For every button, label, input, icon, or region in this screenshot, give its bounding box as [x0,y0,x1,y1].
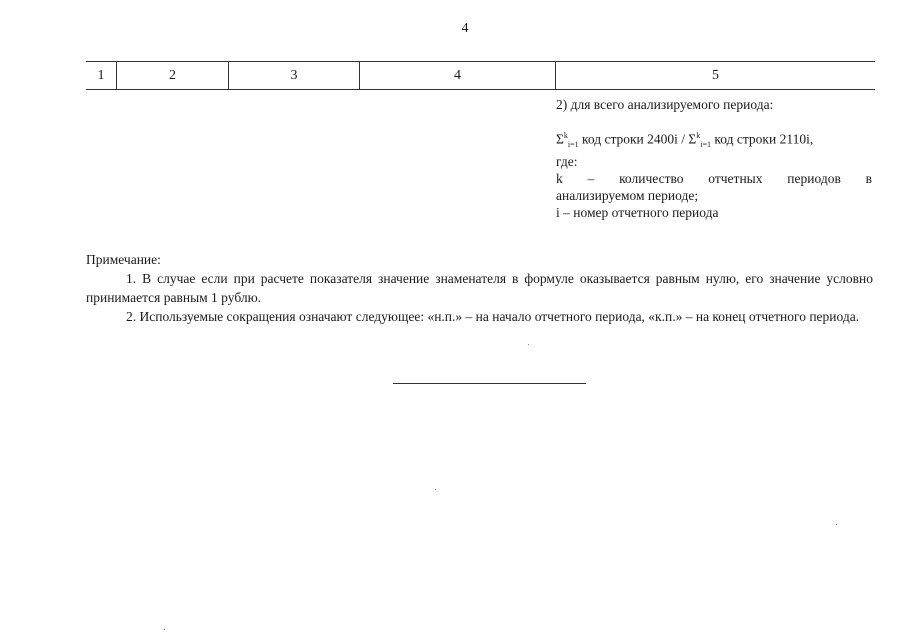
note-item-2: 2. Используемые сокращения означают следующее: «н.п.» – на начало отчетного периода, «к.п.» – на конец отчетного периода. [126,309,860,324]
scan-speck [164,629,165,630]
scan-speck [435,489,436,490]
column-number-4: 4 [360,62,556,90]
column-number-1: 1 [86,62,117,90]
sigma-symbol-2: Σ [688,131,697,147]
column-5-content [556,96,872,221]
scan-speck [836,524,837,525]
period-heading: 2) для всего анализируемого периода: [556,97,774,112]
column-number-5: 5 [556,62,876,90]
k-word: k [556,171,563,187]
periods-word: периодов [787,171,841,187]
formula [556,127,872,153]
note-item-1: 1. В случае если при расчете показателя значение знаменателя в формуле оказывается равным нулю, его значение условно принимается равным 1 рублю. [86,271,873,305]
sum-lower-limit-2: i=1 [700,140,712,150]
scan-speck [528,344,529,345]
column-number-3: 3 [229,62,360,90]
formula-numerator: код строки 2400i / [578,131,689,147]
sum-lower-limit: i=1 [567,140,579,150]
page-number: 4 [461,21,469,36]
k-definition-line [556,170,872,187]
sum-upper-limit-2: k [696,131,701,140]
where-label: где: [556,154,578,170]
in-word: в [865,171,872,187]
k-definition-continued: анализируемом периоде; [556,188,699,204]
end-of-document-line [393,383,586,384]
sigma-symbol: Σ [556,131,564,147]
note-section [86,250,873,326]
quantity-word: количество [619,171,684,187]
formula-denominator: код строки 2110i, [711,131,814,147]
sum-upper-limit: k [563,131,568,140]
i-definition: i – номер отчетного периода [556,205,719,221]
reporting-word: отчетных [708,171,763,187]
table-header-row [86,61,875,90]
dash-word: – [587,171,595,187]
column-number-2: 2 [117,62,229,90]
note-title: Примечание: [86,252,161,267]
